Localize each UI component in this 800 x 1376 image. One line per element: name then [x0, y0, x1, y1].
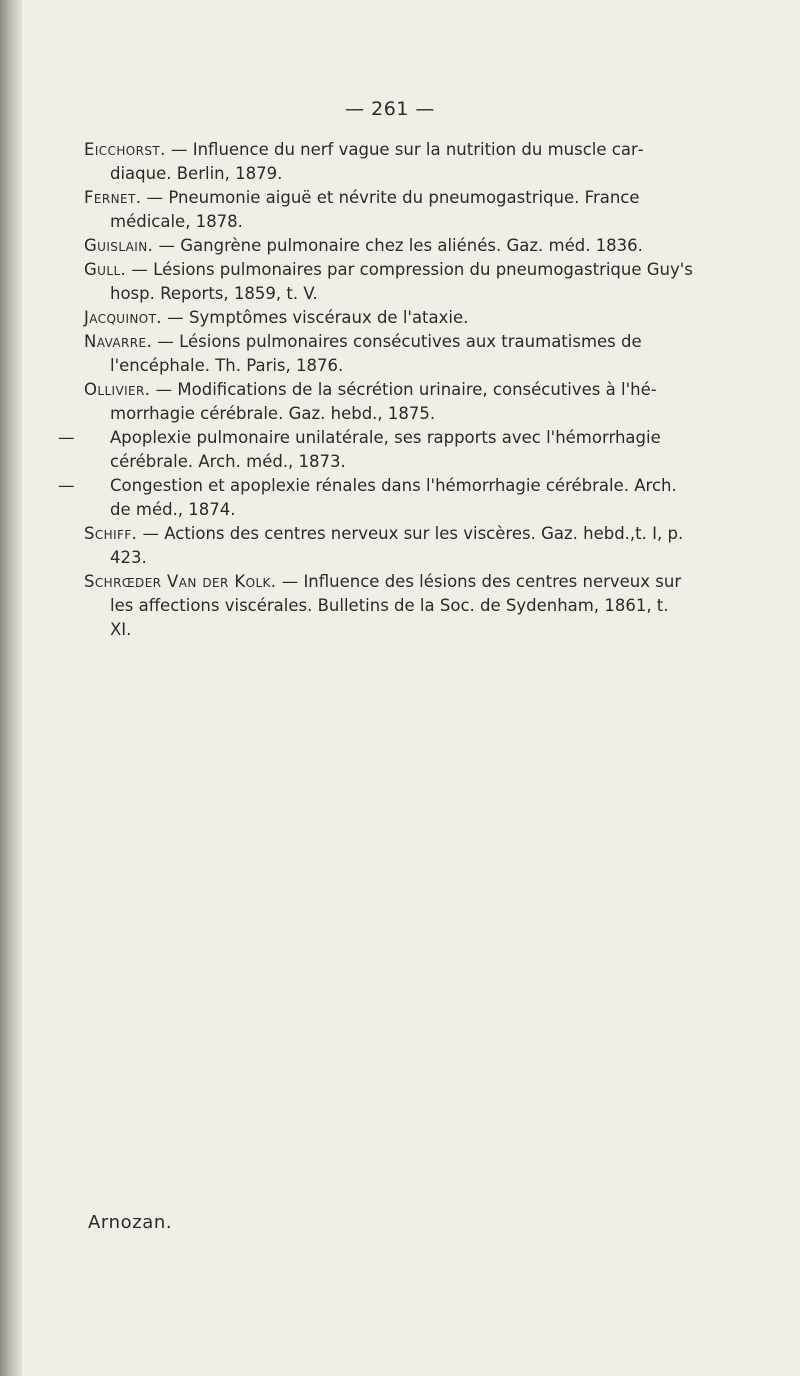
entry-author: Fernet. [84, 188, 142, 207]
entry-text: Congestion et apoplexie rénales dans l'hémorrhagie cérébrale. Arch. de méd., 1874. [110, 476, 677, 519]
entry-text: — Modifications de la sécrétion urinaire, consécutives à l'hémorrhagie cérébrale. Gaz. hebd., 1875. [110, 380, 657, 423]
author-signature: Arnozan. [88, 1212, 173, 1233]
entry-author: Eicchorst. [84, 140, 166, 159]
bibliography-entry [84, 306, 694, 330]
entry-text: — Symptômes viscéraux de l'ataxie. [162, 308, 469, 327]
bibliography-entry-continued [58, 474, 694, 522]
bibliography-entry [84, 234, 694, 258]
bibliography-entry [84, 570, 694, 642]
entry-author: Jacquinot. [84, 308, 163, 327]
entry-text: — Lésions pulmonaires par compression du pneumogastrique Guy's hosp. Reports, 1859, t. V. [110, 260, 693, 303]
bibliography-entry [84, 330, 694, 378]
page-number: — 261 — [345, 98, 435, 120]
bibliography-entry [84, 378, 694, 426]
entry-author: Schrœder Van der Kolk. [84, 572, 277, 591]
bibliography-entry [84, 522, 694, 570]
entry-author: Guislain. [84, 236, 154, 255]
bibliography-entry-continued [58, 426, 694, 474]
entry-text: — Lésions pulmonaires consécutives aux traumatismes de l'encéphale. Th. Paris, 1876. [110, 332, 642, 375]
bibliography-entry [84, 258, 694, 306]
entry-text: — Influence des lésions des centres nerveux sur les affections viscérales. Bulletins de la Soc. de Sydenham, 1861, t. XI. [110, 572, 682, 639]
bibliography-list [58, 138, 694, 642]
entry-author: Gull. [84, 260, 127, 279]
entry-text: — Influence du nerf vague sur la nutrition du muscle cardiaque. Berlin, 1879. [110, 140, 644, 183]
entry-text: — Gangrène pulmonaire chez les aliénés. Gaz. méd. 1836. [153, 236, 643, 255]
entry-author: Navarre. [84, 332, 153, 351]
entry-dash: — [58, 476, 75, 495]
entry-author: Ollivier. [84, 380, 151, 399]
entry-text: — Pneumonie aiguë et névrite du pneumogastrique. France médicale, 1878. [110, 188, 640, 231]
entry-text: — Actions des centres nerveux sur les viscères. Gaz. hebd.,t. I, p. 423. [110, 524, 684, 567]
page-edge-shadow [0, 0, 22, 1376]
bibliography-entry [84, 186, 694, 234]
bibliography-entry [84, 138, 694, 186]
entry-dash: — [58, 428, 75, 447]
entry-text: Apoplexie pulmonaire unilatérale, ses rapports avec l'hémorrhagie cérébrale. Arch. méd., 1873. [110, 428, 661, 471]
entry-author: Schiff. [84, 524, 138, 543]
